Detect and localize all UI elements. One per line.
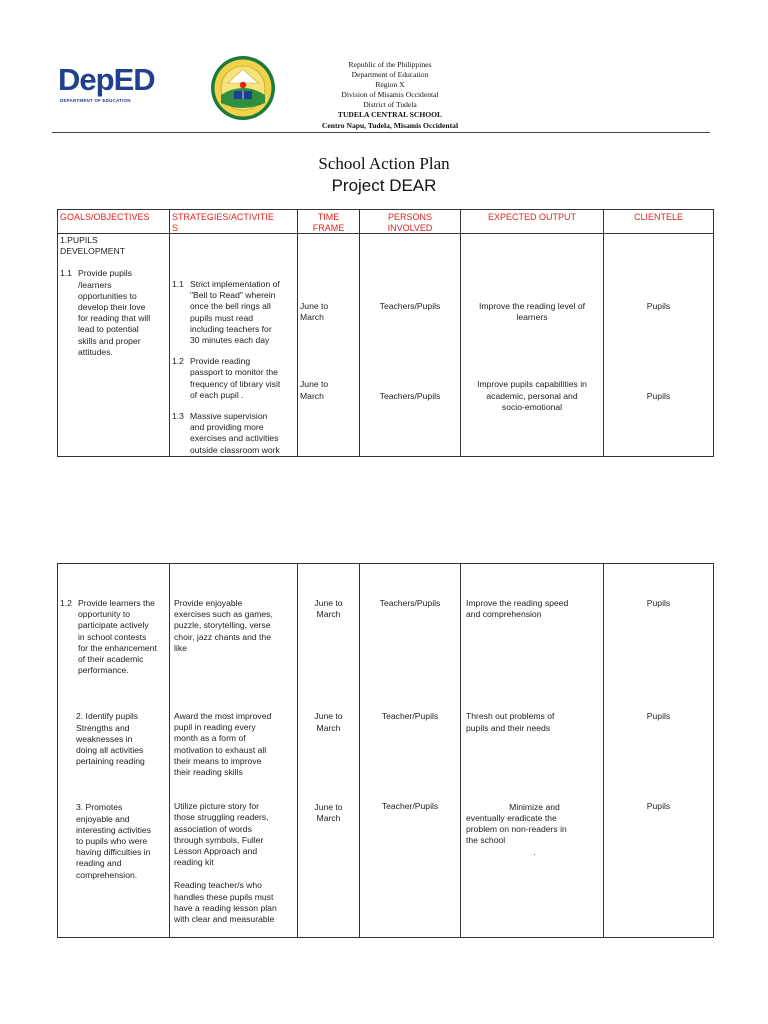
header-divider bbox=[52, 132, 710, 133]
action-plan-table-1 bbox=[57, 209, 714, 457]
action-plan-table-2 bbox=[57, 563, 714, 938]
time-frame-cell: June to March June to March June to March bbox=[298, 564, 360, 938]
goals-cell bbox=[58, 564, 170, 938]
strategy-item: Award the most improved pupil in reading every month as a form of motivation to exhaust all their means to improve their reading skills bbox=[174, 711, 272, 778]
table-row bbox=[58, 234, 714, 457]
strategy-item: 1.3 Massive supervision and providing more exercises and activities outside classroom work bbox=[172, 411, 280, 455]
expected-output-cell: Improve the reading level of learners Improve pupils capabilities in academic, personal and socio-emotional bbox=[461, 234, 604, 457]
col-header-persons: PERSONS INVOLVED bbox=[360, 210, 461, 234]
col-header-time-frame: TIME FRAME bbox=[298, 210, 360, 234]
strategy-item: 1.2 Provide reading passport to monitor the frequency of library visit of each pupil . bbox=[172, 356, 281, 400]
strategies-cell bbox=[170, 234, 298, 457]
persons-cell: Teachers/Pupils Teachers/Pupils bbox=[360, 234, 461, 457]
strategy-item: Utilize picture story for those struggling readers, association of words through symbols, Fuller Lesson Approach and reading kit bbox=[174, 801, 269, 868]
letterhead-school-name: TUDELA CENTRAL SCHOOL bbox=[337, 110, 443, 120]
goal-heading: 1.PUPILS bbox=[60, 235, 98, 245]
col-header-clientele: CLIENTELE bbox=[604, 210, 714, 234]
persons-cell: Teachers/Pupils Teacher/Pupils Teacher/Pupils bbox=[360, 564, 461, 938]
document-title: School Action Plan bbox=[318, 154, 450, 173]
table-row bbox=[58, 564, 714, 938]
deped-logo-subtitle: DEPARTMENT OF EDUCATION bbox=[60, 98, 131, 103]
deped-logo bbox=[58, 60, 155, 108]
letterhead-line: Region X bbox=[375, 80, 405, 90]
clientele-cell: Pupils Pupils bbox=[604, 234, 714, 457]
time-frame-cell: June to March June to March bbox=[298, 234, 360, 457]
strategies-cell bbox=[170, 564, 298, 938]
table-header-row bbox=[58, 210, 714, 234]
strategy-item: Provide enjoyable exercises such as games, puzzle, storytelling, verse choir, jazz chants and the like bbox=[174, 598, 273, 653]
letterhead-line: Division of Misamis Occidental bbox=[341, 90, 439, 100]
letterhead-address: Centro Napu, Tudela, Misamis Occidental bbox=[321, 120, 459, 130]
letterhead bbox=[300, 60, 480, 131]
goal-heading: DEVELOPMENT bbox=[60, 246, 125, 257]
deped-logo-text: DepED bbox=[58, 62, 155, 97]
col-header-goals: GOALS/OBJECTIVES bbox=[58, 210, 170, 234]
goals-cell bbox=[58, 234, 170, 457]
clientele-cell: Pupils Pupils Pupils bbox=[604, 564, 714, 938]
col-header-output: EXPECTED OUTPUT bbox=[461, 210, 604, 234]
letterhead-line: Department of Education bbox=[351, 70, 429, 80]
letterhead-line: Republic of the Philippines bbox=[348, 60, 432, 69]
col-header-strategies: STRATEGIES/ACTIVITIE S bbox=[170, 210, 298, 234]
goal-item: 1.1 Provide pupils /learners opportunities to develop their love for reading that will lead to potential skills and proper attitudes. bbox=[60, 268, 151, 357]
strategy-item: 1.1 Strict implementation of "Bell to Read" wherein once the bell rings all pupils must read including teachers for 30 minutes each day bbox=[172, 279, 280, 346]
letterhead-line: District of Tudela bbox=[363, 100, 417, 110]
goal-item: 3. Promotes enjoyable and interesting activities to pupils who were having difficulties in reading and comprehension. bbox=[76, 802, 151, 880]
strategy-item: Reading teacher/s who handles these pupils must have a reading lesson plan with clear and measurable bbox=[174, 880, 277, 925]
expected-output-cell: Improve the reading speed and comprehension Thresh out problems of pupils and their needs Minimize and eventually eradicate the problem on non-readers in the school . bbox=[461, 564, 604, 938]
goal-item: 2. Identify pupils Strengths and weaknesses in doing all activities pertaining reading bbox=[76, 711, 145, 767]
project-title: Project DEAR bbox=[331, 176, 437, 195]
department-of-education-seal-icon bbox=[210, 55, 276, 121]
goal-item: 1.2 Provide learners the opportunity to participate actively in school contests for the enhancement of their academic performance. bbox=[60, 598, 157, 676]
